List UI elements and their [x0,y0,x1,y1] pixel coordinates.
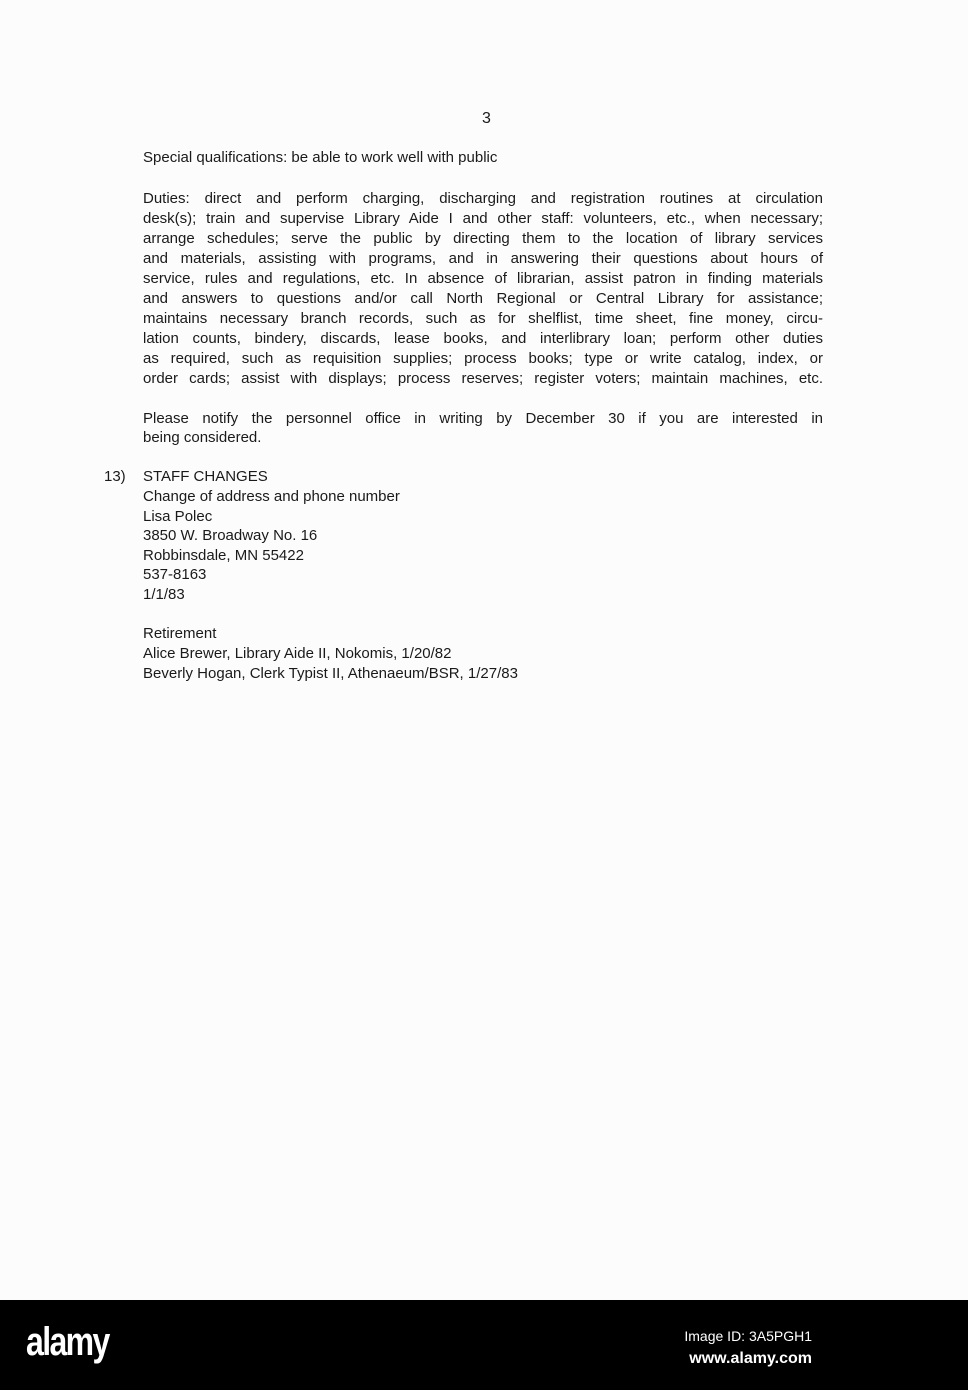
watermark-site: www.alamy.com [689,1350,812,1367]
address-line: 1/1/83 [143,586,185,603]
watermark-bar [0,1300,968,1390]
special-qualifications: Special qualifications: be able to work well with public [143,149,498,166]
address-line: Change of address and phone number [143,488,400,505]
notify-line: being considered. [143,429,262,446]
alamy-logo: alamy [26,1320,109,1364]
duties-line: service, rules and regulations, etc. In absence of librarian, assist patron in finding materials [143,270,823,287]
duties-line: as required, such as requisition supplies; process books; type or write catalog, index, or [143,350,823,367]
duties-line: Duties: direct and perform charging, discharging and registration routines at circulation [143,190,823,207]
section-number: 13) [104,468,126,485]
duties-line: lation counts, bindery, discards, lease books, and interlibrary loan; perform other duties [143,330,823,347]
image-id: Image ID: 3A5PGH1 [684,1328,812,1344]
section-title: STAFF CHANGES [143,468,268,485]
duties-line: and answers to questions and/or call North Regional or Central Library for assistance; [143,290,823,307]
duties-line: maintains necessary branch records, such as for shelflist, time sheet, fine money, circu- [143,310,823,327]
duties-line: and materials, assisting with programs, and in answering their questions about hours of [143,250,823,267]
address-line: Robbinsdale, MN 55422 [143,547,304,564]
address-line: Lisa Polec [143,508,213,525]
duties-line: desk(s); train and supervise Library Aide I and other staff: volunteers, etc., when necessary; [143,210,823,227]
retirement-line: Alice Brewer, Library Aide II, Nokomis, 1/20/82 [143,645,452,662]
page-number: 3 [482,110,491,127]
duties-line: arrange schedules; serve the public by directing them to the location of library services [143,230,823,247]
address-line: 537-8163 [143,566,207,583]
notify-line: Please notify the personnel office in writing by December 30 if you are interested in [143,410,823,427]
retirement-line: Beverly Hogan, Clerk Typist II, Athenaeum/BSR, 1/27/83 [143,665,518,682]
duties-line: order cards; assist with displays; process reserves; register voters; maintain machines, etc. [143,370,823,387]
address-line: 3850 W. Broadway No. 16 [143,527,318,544]
retirement-line: Retirement [143,625,217,642]
